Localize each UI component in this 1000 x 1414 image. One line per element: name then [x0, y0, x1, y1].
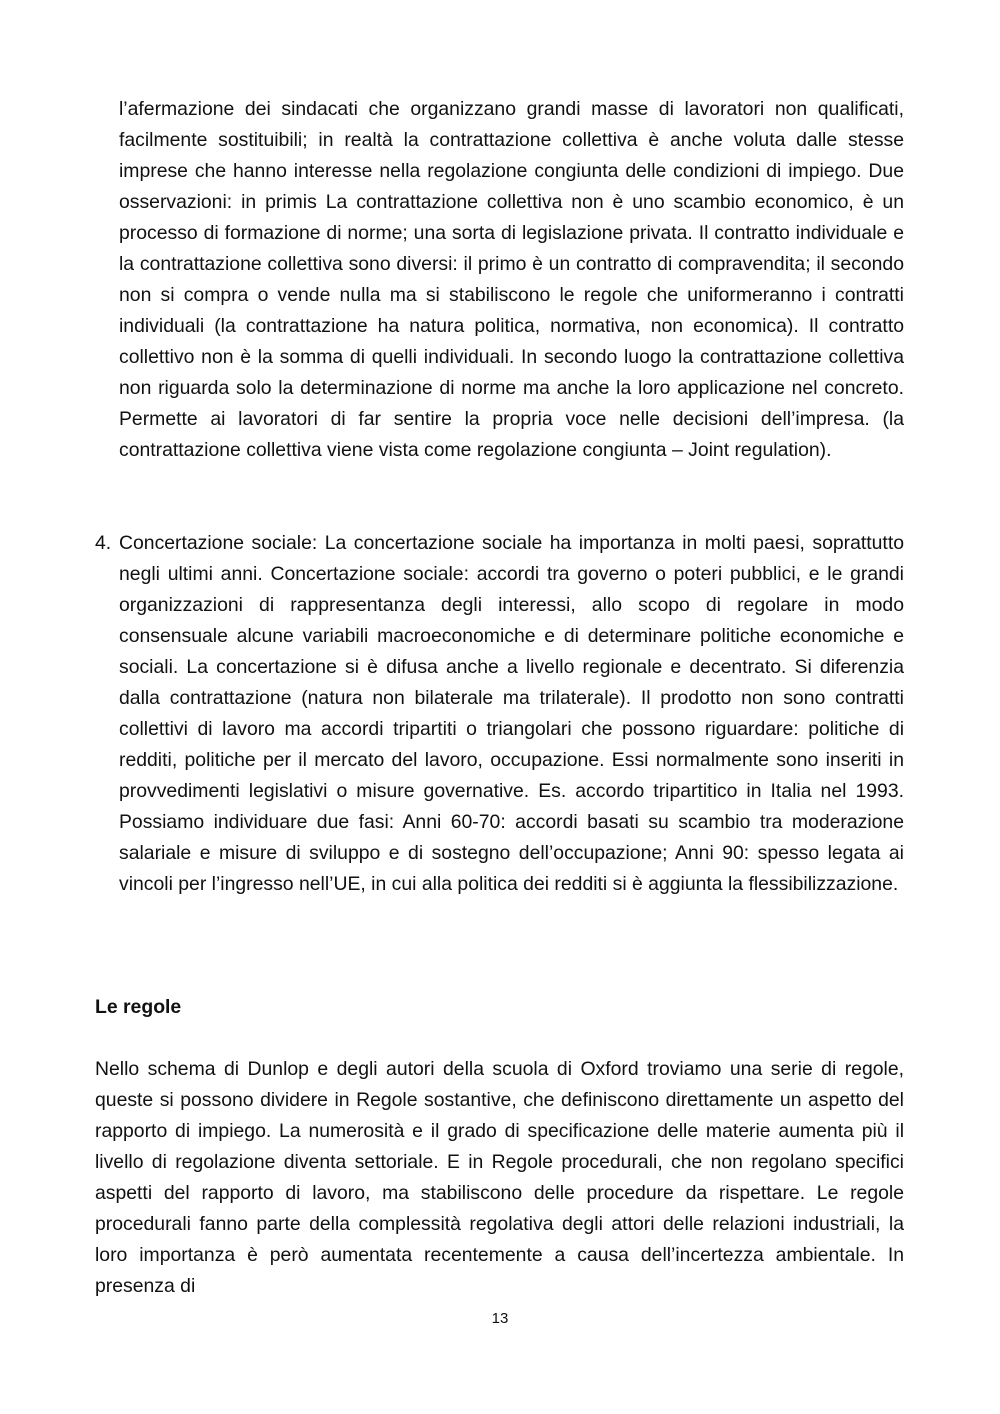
section-heading: Le regole [95, 996, 182, 1018]
section-paragraph: Nello schema di Dunlop e degli autori della scuola di Oxford troviamo una serie di regole, queste si possono dividere in Regole sostantive, che definiscono direttamente un aspetto del rapporto di impiego. La numerosità e il grado di specificazione delle materie aumenta più il livello di regolazione diventa settoriale. E in Regole procedurali, che non regolano specifici aspetti del rapporto di lavoro, ma stabiliscono delle procedure da rispettare. Le regole procedurali fanno parte della complessità regolativa degli attori delle relazioni industriali, la loro importanza è però aumentata recentemente a causa dell’incertezza ambientale. In presenza di [95, 1058, 904, 1297]
page-number: 13 [491, 1310, 509, 1327]
list-item-3-continuation: l’afermazione dei sindacati che organizzano grandi masse di lavoratori non qualificati, facilmente sostituibili; in realtà la contrattazione collettiva è anche voluta dalle stesse imprese che hanno interesse nella regolazione congiunta delle condizioni di impiego. Due osservazioni: in primis La contrattazione collettiva non è uno scambio economico, è un processo di formazione di norme; una sorta di legislazione privata. Il contratto individuale e la contrattazione collettiva sono diversi: il primo è un contratto di compravendita; il secondo non si compra o vende nulla ma si stabiliscono le regole che uniformeranno i contratti individuali (la contrattazione ha natura politica, normativa, non economica). Il contratto collettivo non è la somma di quelli individuali. In secondo luogo la contrattazione collettiva non riguarda solo la determinazione di norme ma anche la loro applicazione nel concreto. Permette ai lavoratori di far sentire la propria voce nelle decisioni dell’impresa. (la contrattazione collettiva viene vista come regolazione congiunta – Joint regulation). [119, 98, 904, 461]
list-item-4 [95, 528, 904, 900]
list-item-text: Concertazione sociale: La concertazione sociale ha importanza in molti paesi, soprattutto negli ultimi anni. Concertazione sociale: accordi tra governo o poteri pubblici, e le grandi organizzazioni di rappresentanza degli interessi, allo scopo di regolare in modo consensuale alcune variabili macroeconomiche e di determinare politiche economiche e sociali. La concertazione si è difusa anche a livello regionale e decentrato. Si diferenzia dalla contrattazione (natura non bilaterale ma trilaterale). Il prodotto non sono contratti collettivi di lavoro ma accordi tripartiti o triangolari che possono riguardare: politiche di redditi, politiche per il mercato del lavoro, occupazione. Essi normalmente sono inseriti in provvedimenti legislativi o misure governative. Es. accordo tripartitico in Italia nel 1993. Possiamo individuare due fasi: Anni 60-70: accordi basati su scambio tra moderazione salariale e misure di sviluppo e di sostegno dell’occupazione; Anni 90: spesso legata ai vincoli per l’ingresso nell’UE, in cui alla politica dei redditi si è aggiunta la flessibilizzazione. [119, 532, 904, 895]
list-item-number: 4. [95, 532, 112, 554]
